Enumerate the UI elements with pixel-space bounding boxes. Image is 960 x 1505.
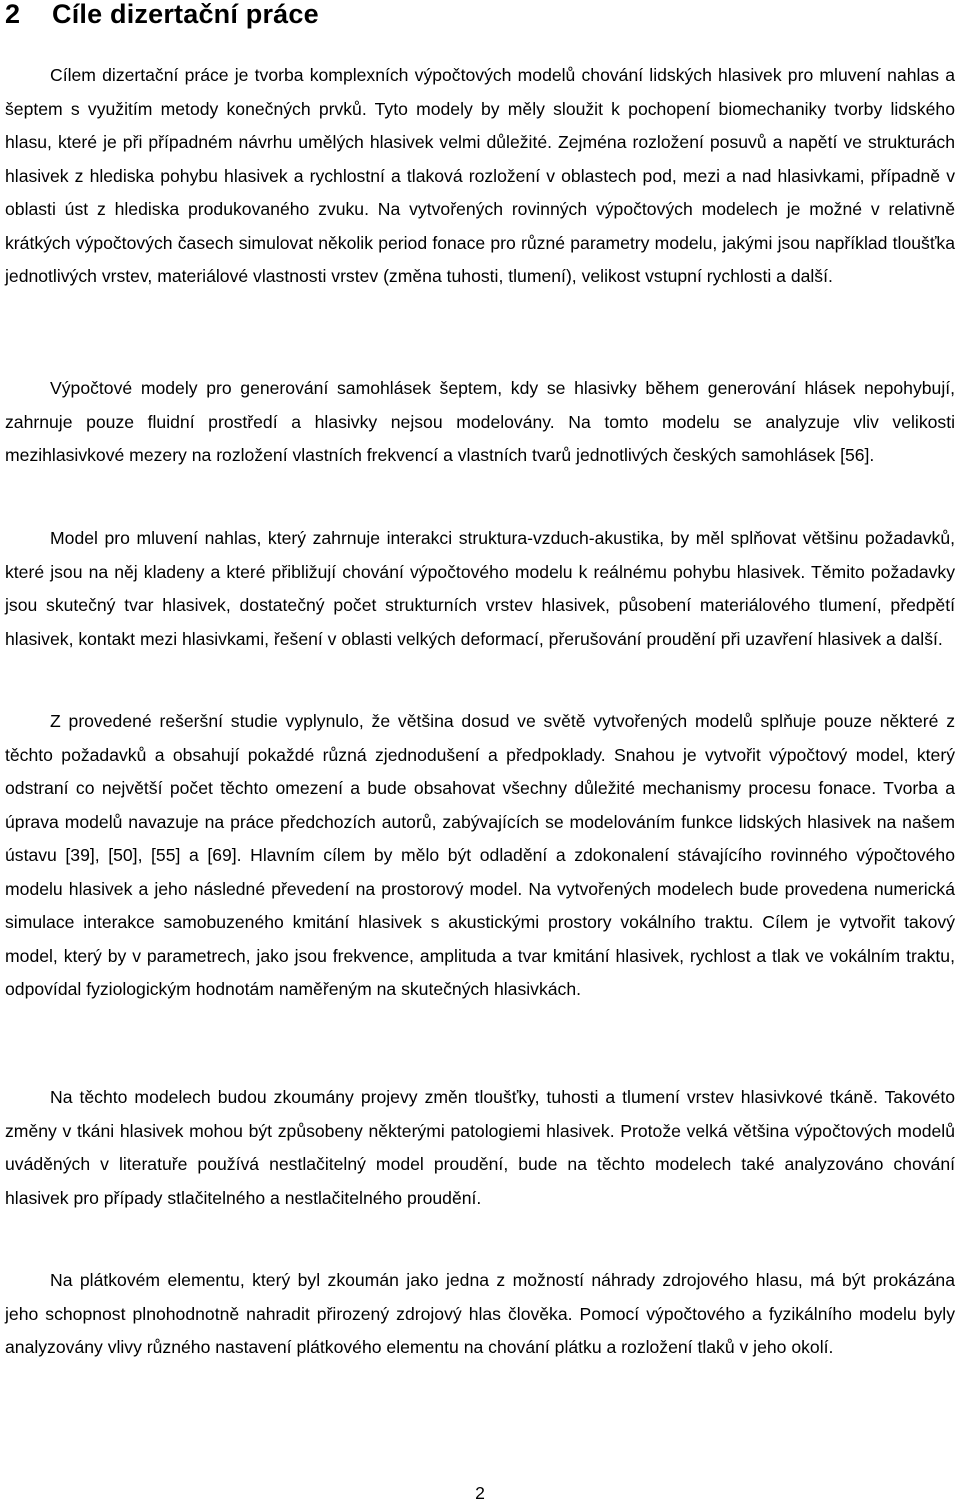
paragraph-whisper-models: Výpočtové modely pro generování samohlásek šeptem, kdy se hlasivky během generování hlásek nepohybují, zahrnuje pouze fluidní prostředí a hlasivky nejsou modelovány. Na tomto modelu se analyzuje vliv velikosti mezihlasivkové mezery na rozložení vlastních frekvencí a vlastních tvarů jednotlivých českých samohlásek [56]. [5,378,955,465]
paragraph-tissue-changes: Na těchto modelech budou zkoumány projevy změn tloušťky, tuhosti a tlumení vrstev hlasivkové tkáně. Takovéto změny v tkáni hlasivek mohou být způsobeny některými patologiemi hlasivek. Protože velká většina výpočtových modelů uváděných v literatuře používá nestlačitelný model proudění, bude na těchto modelech také analyzováno chování hlasivek pro případy stlačitelného a nestlačitelného proudění. [5,1087,955,1208]
chapter-heading [5,0,319,32]
chapter-number: 2 [5,0,21,29]
paragraph-loud-speech-model: Model pro mluvení nahlas, který zahrnuje interakci struktura-vzduch-akustika, by měl splňovat většinu požadavků, které jsou na něj kladeny a které přibližují chování výpočtového modelu k reálnému pohybu hlasivek. Těmito požadavky jsou skutečný tvar hlasivek, dostatečný počet strukturních vrstev hlasivek, působení materiálového tlumení, předpětí hlasivek, kontakt mezi hlasivkami, řešení v oblasti velkých deformací, přerušování proudění při uzavření hlasivek a další. [5,528,955,649]
page-number: 2 [475,1483,485,1503]
paragraph-research-study: Z provedené rešeršní studie vyplynulo, že většina dosud ve světě vytvořených modelů splňuje pouze některé z těchto požadavků a obsahují pokaždé různá zjednodušení a předpoklady. Snahou je vytvořit výpočtový model, který odstraní co největší počet těchto omezení a bude obsahovat všechny důležité mechanismy procesu fonace. Tvorba a úprava modelů navazuje na práce předchozích autorů, zabývajících se modelováním funkce lidských hlasivek na našem ústavu [39], [50], [55] a [69]. Hlavním cílem by mělo být odladění a zdokonalení stávajícího rovinného výpočtového modelu hlasivek a jeho následné převedení na prostorový model. Na vytvořených modelech bude provedena numerická simulace interakce samobuzeného kmitání hlasivek s akustickými prostory vokálního traktu. Cílem je vytvořit takový model, který by v parametrech, jako jsou frekvence, amplituda a tvar kmitání hlasivek, rychlost a tlak ve vokálním traktu, odpovídal fyziologickým hodnotám naměřeným na skutečných hlasivkách. [5,711,955,999]
paragraph-reed-element: Na plátkovém elementu, který byl zkoumán jako jedna z možností náhrady zdrojového hlasu, má být prokázána jeho schopnost plnohodnotně nahradit přirozený zdrojový hlas člověka. Pomocí výpočtového a fyzikálního modelu byly analyzovány vlivy různého nastavení plátkového elementu na chování plátku a rozložení tlaků v jeho okolí. [5,1270,955,1357]
paragraph-goals-overview: Cílem dizertační práce je tvorba komplexních výpočtových modelů chování lidských hlasivek pro mluvení nahlas a šeptem s využitím metody konečných prvků. Tyto modely by měly sloužit k pochopení biomechaniky tvorby lidského hlasu, které je při případném návrhu umělých hlasivek velmi důležité. Zejména rozložení posuvů a napětí ve strukturách hlasivek z hlediska pohybu hlasivek a rychlostní a tlaková rozložení v oblastech pod, mezi a nad hlasivkami, případně v oblasti úst z hlediska produkovaného zvuku. Na vytvořených rovinných výpočtových modelech je možné v relativně krátkých výpočtových časech simulovat několik period fonace pro různé parametry modelu, jakými jsou například tloušťka jednotlivých vrstev, materiálové vlastnosti vrstev (změna tuhosti, tlumení), velikost vstupní rychlosti a další. [5,65,955,286]
chapter-title: Cíle dizertační práce [52,0,319,29]
